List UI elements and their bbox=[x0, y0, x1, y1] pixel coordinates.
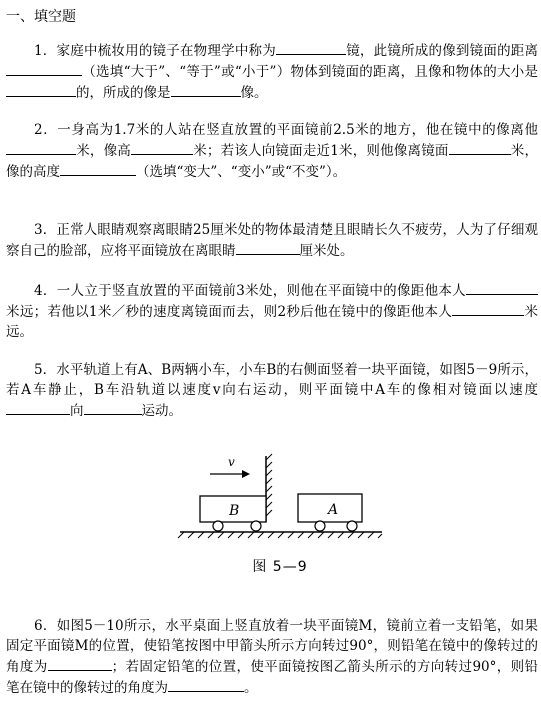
q2-text-c: 米；若该人向镜面走近1米，则他像离镜面 bbox=[193, 143, 449, 159]
answer-blank[interactable] bbox=[236, 240, 300, 255]
q3-text-b: 厘米处。 bbox=[299, 243, 354, 259]
answer-blank[interactable] bbox=[449, 140, 511, 155]
q2-text-d: 米，像的高度 bbox=[6, 143, 539, 180]
q4-text-b: 米远；若他以1米／秒的速度离镜面而去，则2秒后他在镜中的像距他本人 bbox=[6, 304, 453, 320]
q1-text-b: 镜，此镜所成的像到镜面的距离 bbox=[345, 43, 539, 59]
cart-b-label: B bbox=[229, 503, 240, 519]
question-1 bbox=[6, 40, 538, 103]
q1-text-a: 1．家庭中梳妆用的镜子在物理学中称为 bbox=[34, 43, 276, 59]
cart-a-wheel bbox=[347, 521, 357, 531]
cart-a-wheel bbox=[315, 521, 325, 531]
question-6 bbox=[6, 616, 538, 698]
q5-text-b: 向 bbox=[70, 403, 84, 419]
answer-blank[interactable] bbox=[131, 140, 193, 155]
q2-text-a: 2．一身高为1.7米的人站在竖直放置的平面镜前2.5米的地方，他在镜中的像离他 bbox=[34, 122, 538, 138]
velocity-arrow-head bbox=[242, 470, 250, 478]
cart-a-label: A bbox=[328, 502, 339, 518]
mirror-hatching bbox=[266, 454, 272, 516]
q4-text-c: 米远。 bbox=[6, 304, 538, 340]
q1-text-c: （选填“大于”、“等于”或“小于”）物体到镜面的距离，且像和物体的大小是 bbox=[82, 64, 538, 80]
q4-text-a: 4．一人立于竖直放置的平面镜前3米处，则他在平面镜中的像距他本人 bbox=[34, 283, 466, 299]
cart-b-wheel bbox=[251, 521, 261, 531]
q5-text-c: 运动。 bbox=[141, 403, 182, 419]
carts-diagram bbox=[170, 450, 390, 550]
question-5 bbox=[6, 360, 538, 421]
answer-blank[interactable] bbox=[60, 161, 136, 176]
answer-blank[interactable] bbox=[6, 400, 70, 415]
q6-text-a: 6．如图5－10所示，水平桌面上竖直放着一块平面镜M，镜前立着一支铅笔，如果固定平面镜M的位置，使铅笔按图中甲箭头所示方向转过90°，则铅笔在镜中的像转过的角度为 bbox=[6, 618, 538, 675]
answer-blank[interactable] bbox=[452, 301, 524, 316]
q3-text-a: 3．正常人眼睛观察离眼睛25厘米处的物体最清楚且眼睛长久不疲劳，人为了仔细观察自己的脸部，应将平面镜放在离眼睛 bbox=[6, 222, 538, 259]
question-4 bbox=[6, 280, 538, 342]
cart-b-wheel bbox=[213, 521, 223, 531]
q1-text-d: 的，所成的像是 bbox=[76, 85, 171, 101]
answer-blank[interactable] bbox=[168, 677, 244, 692]
answer-blank[interactable] bbox=[6, 140, 76, 155]
q5-text-a: 5．水平轨道上有A、B两辆小车，小车B的右侧面竖着一块平面镜，如图5－9所示，若A车静止，B车沿轨道以速度v向右运动，则平面镜中A车的像相对镜面以速度 bbox=[6, 362, 538, 398]
track-hatching bbox=[178, 532, 382, 538]
q6-text-b: ；若固定铅笔的位置，使平面镜按图乙箭头所示的方向转过90°，则铅笔在镜中的像转过的角度为 bbox=[6, 659, 538, 696]
figure-caption: 图 5—9 bbox=[252, 559, 308, 575]
answer-blank[interactable] bbox=[171, 82, 241, 97]
answer-blank[interactable] bbox=[48, 656, 112, 671]
q1-text-e: 像。 bbox=[240, 85, 268, 101]
answer-blank[interactable] bbox=[276, 40, 346, 55]
section-title: 一、填空题 bbox=[6, 9, 76, 25]
answer-blank[interactable] bbox=[84, 400, 142, 415]
q6-text-c: 。 bbox=[244, 680, 258, 696]
q2-text-e: （选填“变大”、“变小”或“不变”）。 bbox=[136, 164, 347, 180]
velocity-label: v bbox=[228, 455, 235, 469]
question-2 bbox=[6, 120, 538, 182]
question-3 bbox=[6, 220, 538, 261]
q2-text-b: 米，像高 bbox=[76, 143, 132, 159]
answer-blank[interactable] bbox=[466, 280, 538, 295]
answer-blank[interactable] bbox=[6, 61, 82, 76]
figure-5-9 bbox=[170, 450, 390, 592]
answer-blank[interactable] bbox=[6, 82, 76, 97]
